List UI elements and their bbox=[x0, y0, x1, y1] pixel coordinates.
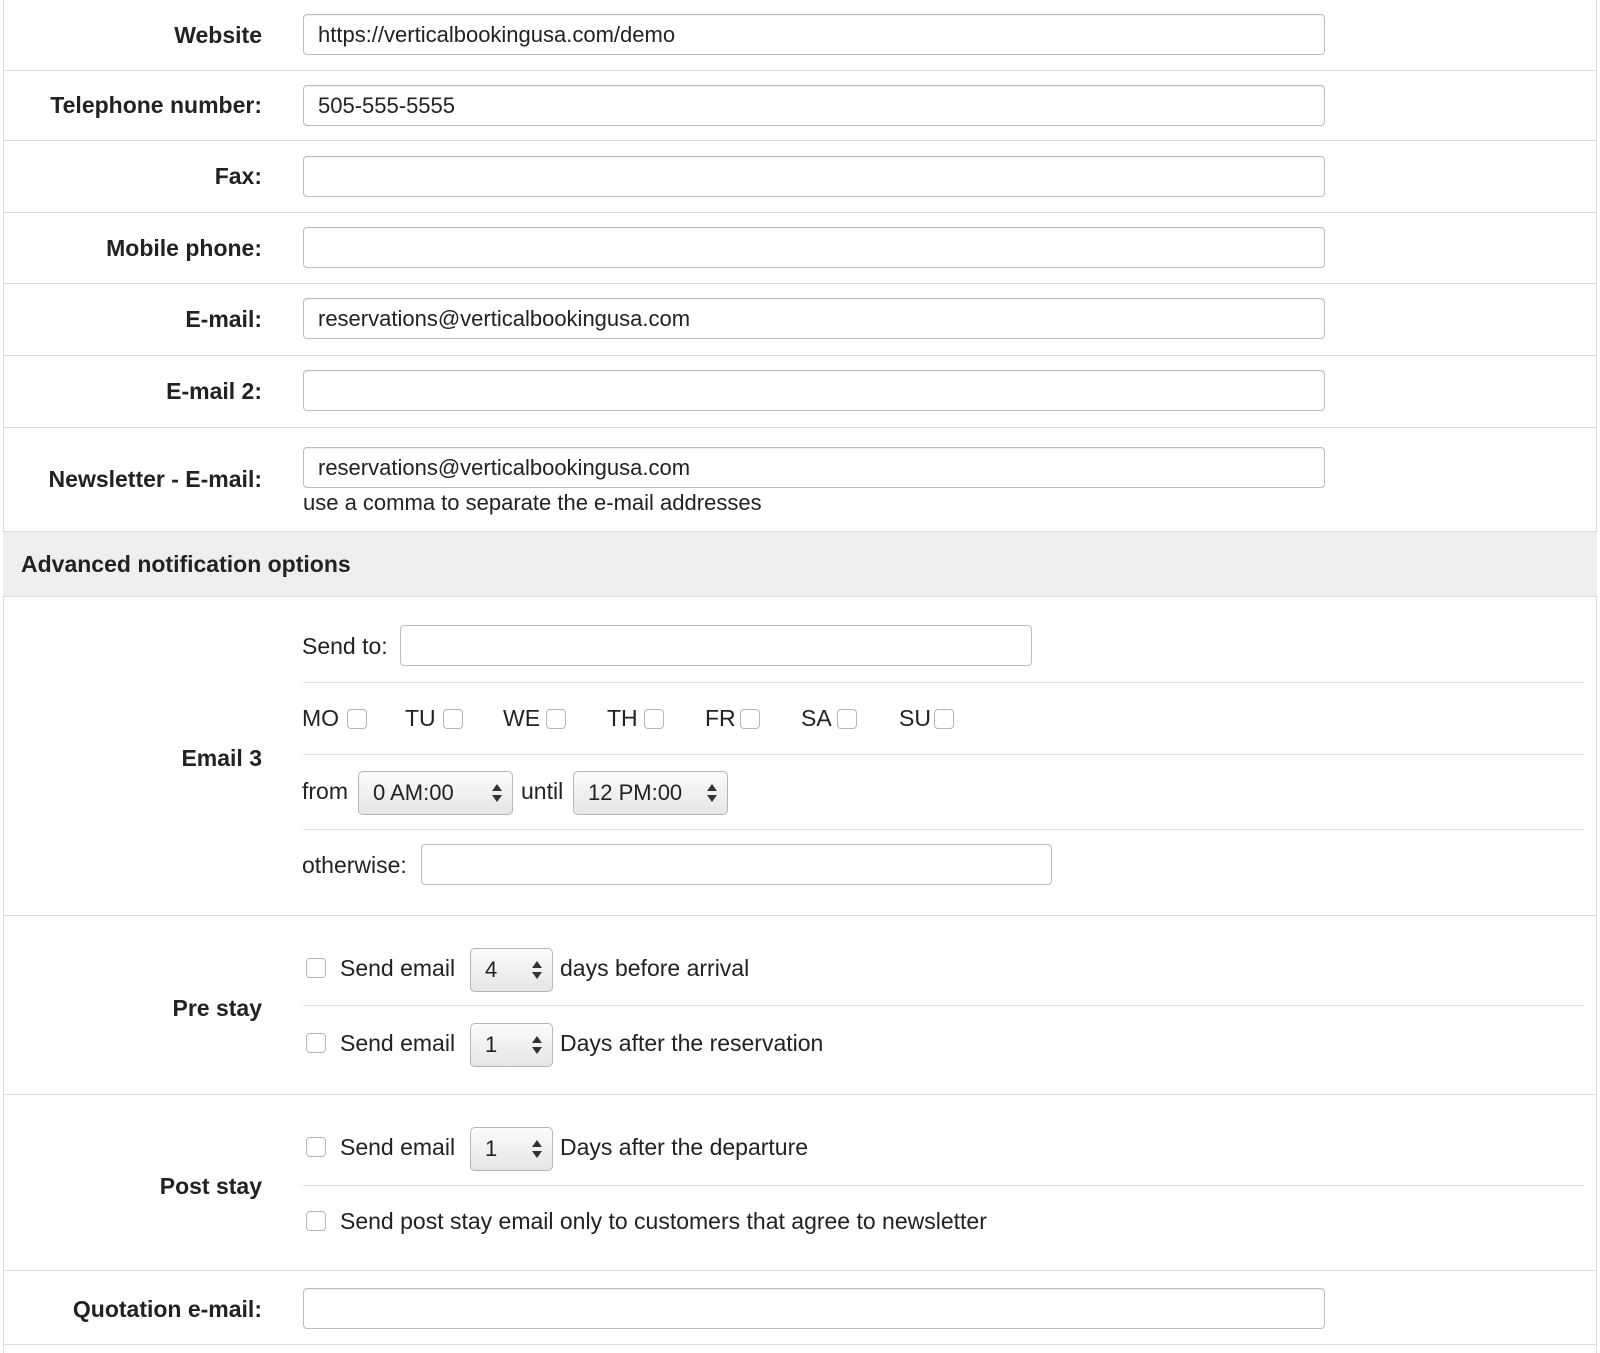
post-stay-departure-prefix: Send email bbox=[340, 1134, 456, 1160]
from-time-select[interactable] bbox=[358, 771, 513, 815]
newsletter-hint: use a comma to separate the e-mail addresses bbox=[303, 490, 762, 515]
day-checkbox-su[interactable] bbox=[934, 709, 954, 729]
divider bbox=[303, 829, 1583, 830]
row-mobile bbox=[3, 213, 1597, 284]
send-to-label: Send to: bbox=[302, 633, 388, 659]
row-email3 bbox=[3, 597, 1597, 916]
quotation-input[interactable] bbox=[303, 1288, 1325, 1329]
select-arrows-icon bbox=[532, 1034, 542, 1056]
pre-stay-arrival-days-select[interactable] bbox=[470, 948, 553, 992]
quotation-label: Quotation e-mail: bbox=[72, 1296, 262, 1322]
row-pre-stay bbox=[3, 916, 1597, 1095]
pre-stay-arrival-checkbox[interactable] bbox=[306, 958, 326, 978]
post-stay-label: Post stay bbox=[159, 1173, 262, 1199]
newsletter-label: Newsletter - E-mail: bbox=[48, 466, 262, 492]
day-checkbox-we[interactable] bbox=[546, 709, 566, 729]
pre-stay-reservation-days-select[interactable] bbox=[470, 1023, 553, 1067]
post-stay-departure-days-select[interactable] bbox=[470, 1127, 553, 1171]
day-label-we: WE bbox=[503, 705, 541, 731]
divider bbox=[303, 1005, 1583, 1006]
divider bbox=[303, 754, 1583, 755]
row-newsletter bbox=[3, 428, 1597, 531]
email-label: E-mail: bbox=[185, 306, 262, 332]
post-stay-newsletter-text: Send post stay email only to customers that agree to newsletter bbox=[340, 1208, 987, 1234]
send-to-input[interactable] bbox=[400, 625, 1032, 666]
website-input[interactable] bbox=[303, 14, 1325, 55]
pre-stay-arrival-suffix: days before arrival bbox=[560, 955, 750, 981]
pre-stay-arrival-prefix: Send email bbox=[340, 955, 456, 981]
row-quotation bbox=[3, 1271, 1597, 1345]
day-checkbox-fr[interactable] bbox=[740, 709, 760, 729]
row-telephone bbox=[3, 71, 1597, 141]
pre-stay-reservation-days-value: 1 bbox=[485, 1032, 498, 1057]
until-time-value: 12 PM:00 bbox=[588, 780, 683, 805]
row-email bbox=[3, 284, 1597, 356]
website-label: Website bbox=[174, 22, 262, 48]
divider bbox=[303, 682, 1583, 683]
post-stay-departure-suffix: Days after the departure bbox=[560, 1134, 809, 1160]
pre-stay-reservation-prefix: Send email bbox=[340, 1030, 456, 1056]
pre-stay-arrival-days-value: 4 bbox=[485, 957, 498, 982]
mobile-input[interactable] bbox=[303, 227, 1325, 268]
post-stay-departure-days-value: 1 bbox=[485, 1136, 498, 1161]
day-label-su: SU bbox=[899, 705, 931, 731]
row-fax bbox=[3, 141, 1597, 213]
row-website bbox=[3, 0, 1597, 71]
newsletter-input[interactable] bbox=[303, 447, 1325, 488]
divider bbox=[303, 1185, 1583, 1186]
telephone-label: Telephone number: bbox=[50, 92, 262, 118]
from-label: from bbox=[302, 778, 348, 804]
select-arrows-icon bbox=[707, 782, 717, 804]
post-stay-newsletter-checkbox[interactable] bbox=[306, 1211, 326, 1231]
advanced-notification-title: Advanced notification options bbox=[21, 551, 351, 577]
row-post-stay bbox=[3, 1095, 1597, 1271]
pre-stay-label: Pre stay bbox=[172, 995, 262, 1021]
select-arrows-icon bbox=[492, 782, 502, 804]
day-checkbox-sa[interactable] bbox=[837, 709, 857, 729]
otherwise-input[interactable] bbox=[421, 844, 1052, 885]
day-label-fr: FR bbox=[705, 705, 736, 731]
email-input[interactable] bbox=[303, 298, 1325, 339]
day-checkbox-th[interactable] bbox=[644, 709, 664, 729]
advanced-notification-header bbox=[3, 531, 1597, 597]
day-checkbox-tu[interactable] bbox=[443, 709, 463, 729]
fax-input[interactable] bbox=[303, 156, 1325, 197]
mobile-label: Mobile phone: bbox=[106, 235, 262, 261]
pre-stay-reservation-suffix: Days after the reservation bbox=[560, 1030, 824, 1056]
telephone-input[interactable] bbox=[303, 85, 1325, 126]
until-time-select[interactable] bbox=[573, 771, 728, 815]
row-email2 bbox=[3, 356, 1597, 428]
day-label-tu: TU bbox=[405, 705, 436, 731]
email2-input[interactable] bbox=[303, 370, 1325, 411]
day-label-mo: MO bbox=[302, 705, 340, 731]
from-time-value: 0 AM:00 bbox=[373, 780, 454, 805]
email3-label: Email 3 bbox=[181, 745, 262, 771]
otherwise-label: otherwise: bbox=[302, 852, 407, 878]
post-stay-departure-checkbox[interactable] bbox=[306, 1137, 326, 1157]
until-label: until bbox=[521, 778, 564, 804]
day-label-sa: SA bbox=[801, 705, 832, 731]
select-arrows-icon bbox=[532, 1138, 542, 1160]
day-checkbox-mo[interactable] bbox=[347, 709, 367, 729]
fax-label: Fax: bbox=[214, 163, 262, 189]
email2-label: E-mail 2: bbox=[166, 378, 262, 404]
pre-stay-reservation-checkbox[interactable] bbox=[306, 1033, 326, 1053]
select-arrows-icon bbox=[532, 959, 542, 981]
day-label-th: TH bbox=[607, 705, 638, 731]
